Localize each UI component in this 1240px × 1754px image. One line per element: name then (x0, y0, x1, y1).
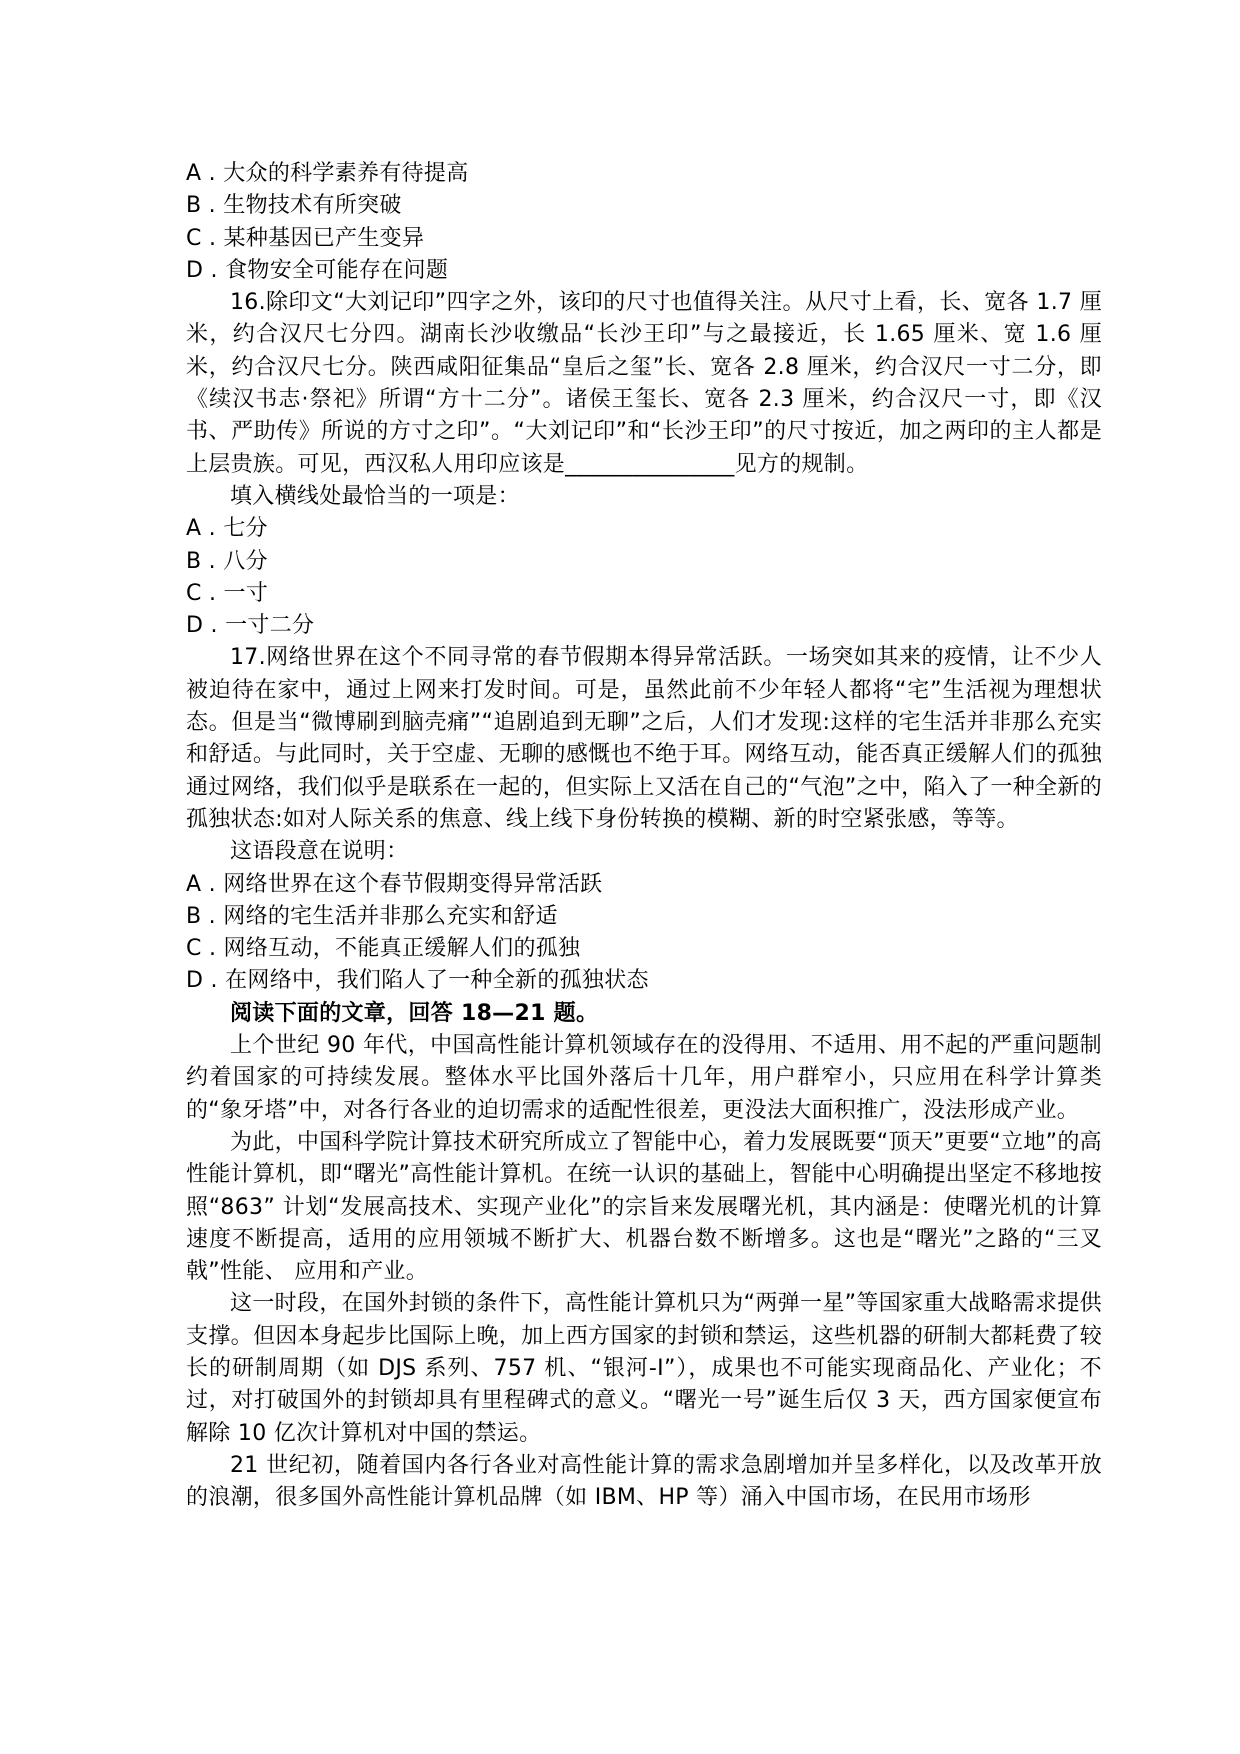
answer-option-line: D . 在网络中，我们陷人了一种全新的孤独状态 (186, 968, 649, 994)
answer-option-line: D . 一寸二分 (186, 613, 315, 639)
answer-option-line: A . 网络世界在这个春节假期变得异常活跃 (186, 871, 603, 897)
answer-option-line: A . 大众的科学素养有待提高 (186, 161, 469, 186)
section-heading: 阅读下面的文章，回答 18—21 题。 (230, 1000, 599, 1026)
paragraph: 上个世纪 90 年代，中国高性能计算机领域存在的没得用、不适用、用不起的严重问题制约着国家的可持续发展。整体水平比国外落后十几年，用户群窄小，只应用在科学计算类的“象牙塔”中，对各行各业的迫切需求的适配性很差，更没法大面积推广，没法形成产业。 (186, 1033, 1102, 1123)
answer-option-line: B . 八分 (186, 548, 268, 574)
document-body (186, 158, 1102, 1514)
answer-option-line: C . 某种基因已产生变异 (186, 225, 425, 251)
answer-option-line: C . 网络互动，不能真正缓解人们的孤独 (186, 936, 581, 962)
paragraph: 这语段意在说明： (230, 839, 409, 865)
paragraph: 为此，中国科学院计算技术研究所成立了智能中心，着力发展既要“顶天”更要“立地”的高性能计算机，即“曙光”高性能计算机。在统一认识的基础上，智能中心明确提出坚定不移地按照“863” 计划“发展高技术、实现产业化”的宗旨来发展曙光机，其内涵是：使曙光机的计算速度不断提高，适用的应用领城不断扩大、机器台数不断增多。这也是“曙光”之路的“三叉戟”性能、 应用和产业。 (186, 1129, 1102, 1285)
answer-option-line: D . 食物安全可能存在问题 (186, 257, 449, 283)
answer-option-line: B . 生物技术有所突破 (186, 193, 402, 219)
answer-option-line: A . 七分 (186, 516, 268, 542)
answer-option-line: C . 一寸 (186, 580, 269, 606)
paragraph: 17.网络世界在这个不同寻常的春节假期本得异常活跃。一场突如其来的疫情，让不少人被迫待在家中，通过上网来打发时间。可是，虽然此前不少年轻人都将“宅”生活视为理想状态。但是当“微博刷到脑壳痛”“追剧追到无聊”之后，人们才发现:这样的宅生活并非那么充实和舒适。与此同时，关于空虚、无聊的感慨也不绝于耳。网络互动，能否真正缓解人们的孤独通过网络，我们似乎是联系在一起的，但实际上又活在自己的“气泡”之中，陷入了一种全新的孤独状态:如对人际关系的焦意、线上线下身份转换的模糊、新的时空紧张感，等等。 (186, 645, 1102, 832)
paragraph: 16.除印文“大刘记印”四字之外，该印的尺寸也值得关注。从尺寸上看，长、宽各 1.7 厘米，约合汉尺七分四。湖南长沙收缴品“长沙王印”与之最接近，长 1.65 厘米、宽 1.6 厘米，约合汉尺七分。陕西咸阳征集品“皇后之玺”长、宽各 2.8 厘米，约合汉尺一寸二分，即《续汉书志·祭祀》所谓“方十二分”。诸侯王玺长、宽各 2.3 厘米，约合汉尺一寸，即《汉书、严助传》所说的方寸之印”。“大刘记印”和“长沙王印”的尺寸按近，加之两印的主人都是上层贵族。可见，西汉私人用印应该是_______________见方的规制。 (186, 290, 1102, 477)
paragraph: 这一时段，在国外封锁的条件下，高性能计算机只为“两弹一星”等国家重大战略需求提供支撑。但因本身起步比国际上晚，加上西方国家的封锁和禁运，这些机器的研制大都耗费了较长的研制周期（如 DJS 系列、757 机、“银河-I”），成果也不可能实现商品化、产业化；不过，对打破国外的封锁却具有里程碑式的意义。“曙光一号”诞生后仅 3 天，西方国家便宣布解除 10 亿次计算机对中国的禁运。 (186, 1291, 1102, 1446)
answer-option-line: B . 网络的宅生活并非那么充实和舒适 (186, 903, 558, 929)
paragraph: 填入横线处最恰当的一项是： (230, 483, 520, 509)
paragraph: 21 世纪初，随着国内各行各业对高性能计算的需求急剧增加并呈多样化，以及改革开放的浪潮，很多国外高性能计算机品牌（如 IBM、HP 等）涌入中国市场，在民用市场形 (186, 1452, 1102, 1511)
